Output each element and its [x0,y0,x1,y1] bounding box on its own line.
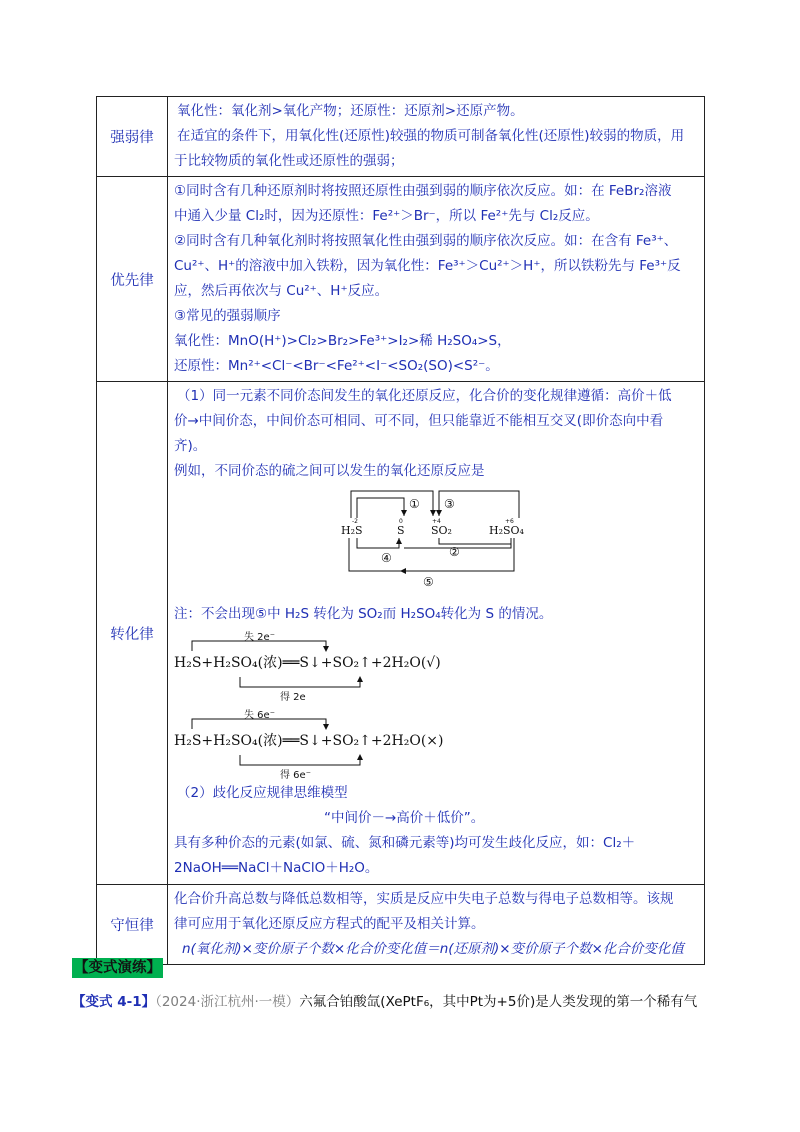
text-line: n(氧化剂)×变价原子个数×化合价变化值＝n(还原剂)×变价原子个数×化合价变化值 [182,941,684,957]
sulfur-valence-diagram [339,486,698,600]
row-label: 转化律 [97,382,168,885]
row-label: 守恒律 [97,885,168,965]
question-source: （2024·浙江杭州·一模） [155,994,300,1010]
path-number: ⑤ [423,575,434,589]
section-title: 【变式演练】 [74,960,161,976]
row-content [168,382,705,885]
equation-block [174,703,698,781]
path-number: ② [449,545,460,559]
row-content [168,97,705,177]
species-h2so4: H₂SO₄ [489,524,524,537]
table-row [97,97,705,177]
text-line: 2NaOH══NaCl＋NaClO＋H₂O。 [174,860,379,876]
equation-block [174,627,698,703]
text-line: 氧化性：MnO(H⁺)>Cl₂>Br₂>Fe³⁺>I₂>稀 H₂SO₄>S， [174,333,511,349]
row-label: 优先律 [97,177,168,382]
sulfur-diagram-svg [339,486,544,591]
path-number: ① [409,497,420,511]
valence-h2s: -2 [352,518,358,525]
text-line: 律可应用于氧化还原反应方程式的配平及相关计算。 [174,916,485,932]
row-label: 强弱律 [97,97,168,177]
question-tag: 【变式 4-1】 [72,994,156,1010]
redox-laws-table [96,96,705,965]
text-line: Cu²⁺、H⁺的溶液中加入铁粉，因为氧化性：Fe³⁺＞Cu²⁺＞H⁺，所以铁粉先与 Fe³⁺反 [174,258,681,274]
text-line: （1）同一元素不同价态间发生的氧化还原反应，化合价的变化规律遵循：高价＋低 [177,388,672,404]
question-line [72,990,697,1010]
text-line: 氧化性：氧化剂>氧化产物；还原性：还原剂>还原产物。 [177,103,524,119]
equation-text: H₂S+H₂SO₄(浓)══S↓+SO₂↑+2H₂O(×) [174,733,444,749]
question-text: 六氟合铂酸氙(XePtF₆，其中Pt为+5价)是人类发现的第一个稀有气 [299,994,698,1010]
table-row [97,885,705,965]
text-line: ③常见的强弱顺序 [174,308,281,324]
text-line: 例如，不同价态的硫之间可以发生的氧化还原反应是 [174,463,485,479]
text-line: ①同时含有几种还原剂时将按照还原性由强到弱的顺序依次反应。如：在 FeBr₂溶液 [174,183,672,199]
text-line: 中通入少量 Cl₂时，因为还原性：Fe²⁺＞Br⁻，所以 Fe²⁺先与 Cl₂反应。 [174,208,599,224]
text-line: （2）歧化反应规律思维模型 [177,785,348,801]
species-s: S [397,524,405,537]
text-line: 还原性：Mn²⁺<Cl⁻<Br⁻<Fe²⁺<I⁻<SO₂(SO)<S²⁻。 [174,358,499,374]
model-text: “中间价－→高价＋低价”。 [324,810,485,826]
valence-so2: +4 [432,518,441,525]
row-content [168,177,705,382]
note-text: 注：不会出现⑤中 H₂S 转化为 SO₂而 H₂SO₄转化为 S 的情况。 [174,606,553,622]
text-line: 于比较物质的氧化性或还原性的强弱； [174,153,404,169]
text-line: 在适宜的条件下，用氧化性(还原性)较强的物质可制备氧化性(还原性)较弱的物质，用 [177,128,685,144]
text-line: ②同时含有几种氧化剂时将按照氧化性由强到弱的顺序依次反应。如：在含有 Fe³⁺、 [174,233,678,249]
electron-gain-label: 得 6e⁻ [280,770,311,781]
row-content [168,885,705,965]
species-so2: SO₂ [431,524,452,537]
table-row [97,382,705,885]
text-line: 价→中间价态，中间价态可相同、可不同，但只能靠近不能相互交叉(即价态向中看 [174,413,664,429]
electron-loss-label: 失 2e⁻ [244,632,275,643]
species-h2s: H₂S [341,524,363,537]
text-line: 化合价升高总数与降低总数相等，实质是反应中失电子总数与得电子总数相等。该规 [174,891,674,907]
path-number: ④ [381,551,392,565]
valence-s: 0 [399,518,403,525]
path-number: ③ [444,497,455,511]
text-line: 具有多种价态的元素(如氯、硫、氮和磷元素等)均可发生歧化反应，如：Cl₂＋ [174,835,636,851]
text-line: 齐)。 [174,438,207,454]
valence-h2so4: +6 [505,518,514,525]
electron-gain-label: 得 2e [280,692,306,703]
table-row [97,177,705,382]
equation-text: H₂S+H₂SO₄(浓)══S↓+SO₂↑+2H₂O(√) [174,655,441,671]
electron-loss-label: 失 6e⁻ [244,710,275,721]
text-line: 应，然后再依次与 Cu²⁺、H⁺反应。 [174,283,389,299]
